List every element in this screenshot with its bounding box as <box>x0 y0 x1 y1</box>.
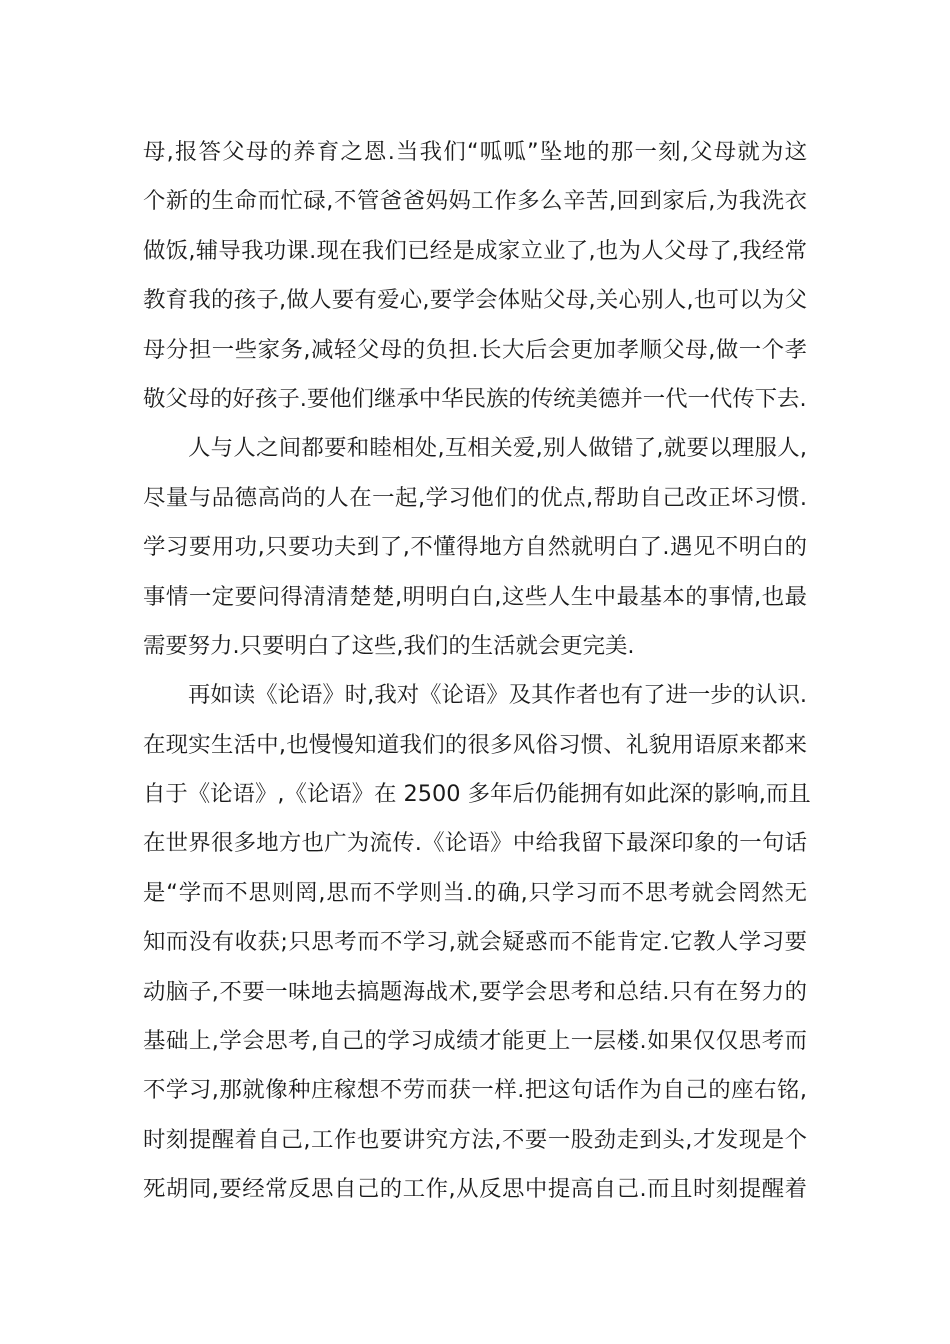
text-line: 尽量与品德高尚的人在一起,学习他们的优点,帮助自己改正坏习惯. <box>143 484 807 511</box>
text-line: 基础上,学会思考,自己的学习成绩才能更上一层楼.如果仅仅思考而 <box>143 1028 807 1055</box>
text-line: 不学习,那就像种庄稼想不劳而获一样.把这句话作为自己的座右铭, <box>143 1077 807 1104</box>
text-line: 自于《论语》,《论语》在 2500 多年后仍能拥有如此深的影响,而且 <box>143 781 811 808</box>
text-line: 在世界很多地方也广为流传.《论语》中给我留下最深印象的一句话 <box>143 830 807 857</box>
body-text <box>143 128 811 1215</box>
text-line: 死胡同,要经常反思自己的工作,从反思中提高自己.而且时刻提醒着 <box>143 1176 807 1203</box>
text-line: 敬父母的好孩子.要他们继承中华民族的传统美德并一代一代传下去. <box>143 385 807 412</box>
text-line: 母,报答父母的养育之恩.当我们“呱呱”坠地的那一刻,父母就为这 <box>143 139 807 165</box>
text-line: 再如读《论语》时,我对《论语》及其作者也有了进一步的认识. <box>188 682 807 709</box>
text-line: 在现实生活中,也慢慢知道我们的很多风俗习惯、礼貌用语原来都来 <box>143 731 807 758</box>
text-line: 人与人之间都要和睦相处,互相关爱,别人做错了,就要以理服人, <box>188 435 807 462</box>
text-line: 个新的生命而忙碌,不管爸爸妈妈工作多么辛苦,回到家后,为我洗衣 <box>143 188 807 215</box>
text-line: 需要努力.只要明白了这些,我们的生活就会更完美. <box>143 632 635 659</box>
text-line: 知而没有收获;只思考而不学习,就会疑惑而不能肯定.它教人学习要 <box>143 929 807 956</box>
text-line: 是“学而不思则罔,思而不学则当.的确,只学习而不思考就会罔然无 <box>143 879 807 906</box>
text-line: 事情一定要问得清清楚楚,明明白白,这些人生中最基本的事情,也最 <box>143 583 807 610</box>
text-line: 学习要用功,只要功夫到了,不懂得地方自然就明白了.遇见不明白的 <box>143 534 807 561</box>
text-line: 时刻提醒着自己,工作也要讲究方法,不要一股劲走到头,才发现是个 <box>143 1126 807 1153</box>
text-line: 做饭,辅导我功课.现在我们已经是成家立业了,也为人父母了,我经常 <box>143 237 807 264</box>
text-line: 动脑子,不要一味地去搞题海战术,要学会思考和总结.只有在努力的 <box>143 978 807 1005</box>
text-line: 母分担一些家务,减轻父母的负担.长大后会更加孝顺父母,做一个孝 <box>143 336 807 363</box>
text-line: 教育我的孩子,做人要有爱心,要学会体贴父母,关心别人,也可以为父 <box>143 287 807 314</box>
